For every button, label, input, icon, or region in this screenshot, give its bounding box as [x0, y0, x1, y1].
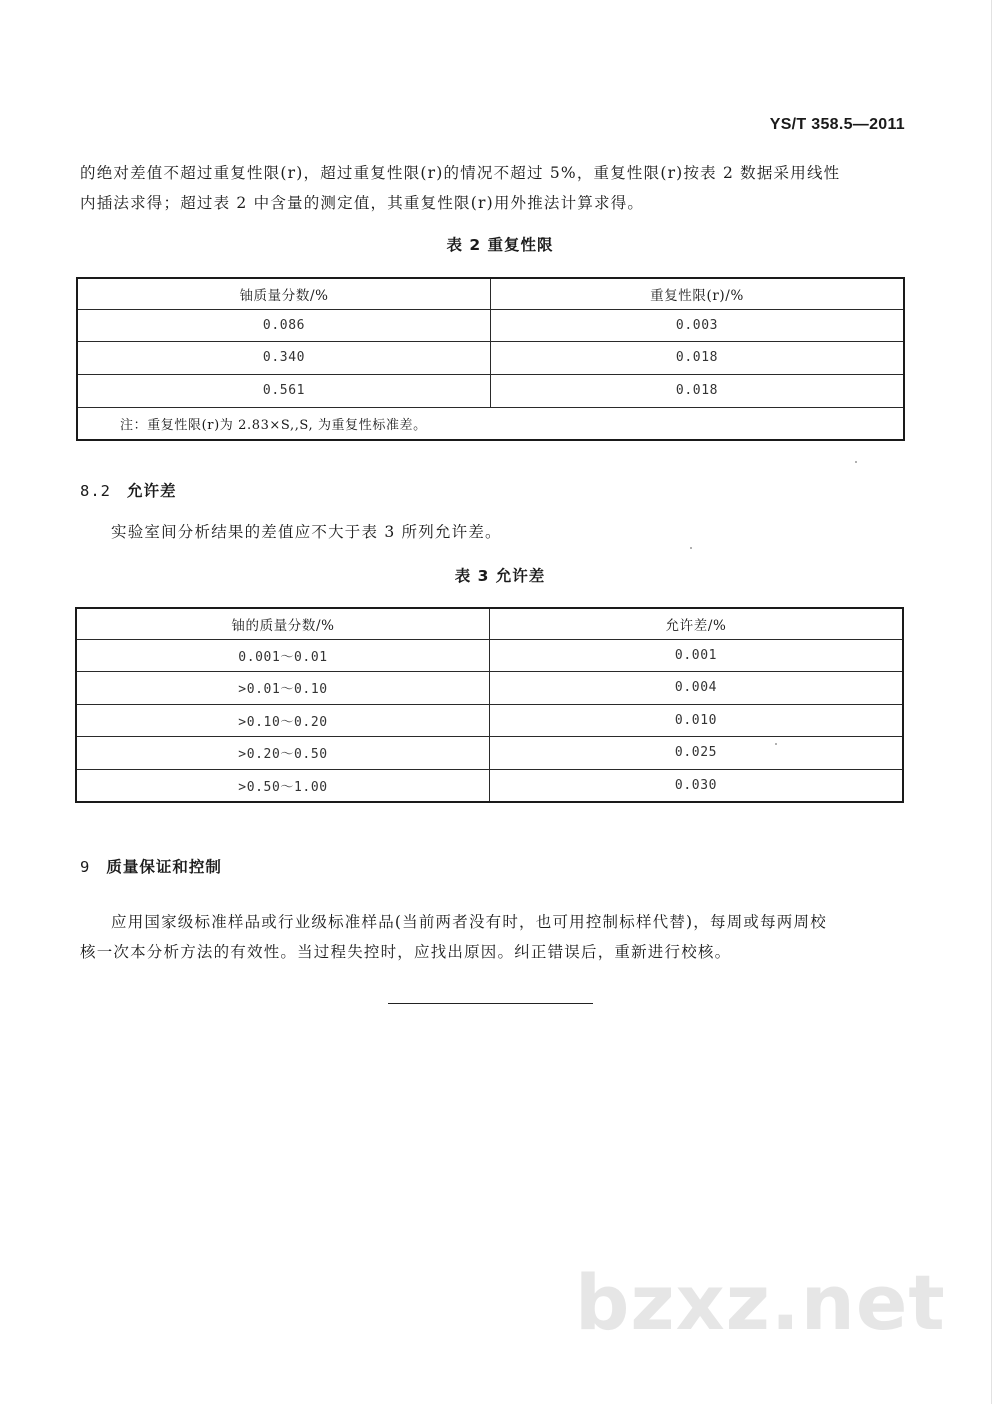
watermark: bzxz.net	[575, 1258, 946, 1347]
table3-cell: 0.025	[490, 736, 904, 769]
table-row	[76, 639, 903, 671]
table3-cell: 0.004	[490, 671, 904, 704]
table2-caption: 表 2 重复性限	[446, 236, 554, 254]
scan-speck	[855, 461, 857, 463]
table2-header-row	[77, 278, 904, 309]
table-row	[77, 309, 904, 341]
scan-speck	[775, 743, 777, 745]
table3-cell: >0.50～1.00	[76, 769, 490, 802]
table3-header-tolerance: 允许差/%	[490, 608, 904, 639]
section-9-line-1: 应用国家级标准样品或行业级标准样品(当前两者没有时，也可用控制标样代替)，每周或每两周校	[111, 913, 827, 931]
table3-cell: >0.20～0.50	[76, 736, 490, 769]
table2-cell: 0.086	[77, 309, 491, 341]
table2-header-uranium: 铀质量分数/%	[77, 278, 491, 309]
table-row	[77, 374, 904, 407]
section-8-2-heading	[80, 479, 177, 501]
end-rule	[388, 1003, 593, 1004]
table2-cell: 0.003	[491, 309, 905, 341]
intro-line-2: 内插法求得；超过表 2 中含量的测定值，其重复性限(r)用外推法计算求得。	[80, 194, 645, 212]
table2-note: 注：重复性限(r)为 2.83×S,,S, 为重复性标准差。	[77, 407, 904, 440]
table2-header-repeatability: 重复性限(r)/%	[491, 278, 905, 309]
document-code: YS/T 358.5—2011	[769, 116, 905, 133]
intro-line-1: 的绝对差值不超过重复性限(r)，超过重复性限(r)的情况不超过 5%，重复性限(r)按表 2 数据采用线性	[80, 164, 841, 182]
section-title: 质量保证和控制	[106, 858, 222, 876]
table-row	[76, 736, 903, 769]
table-row	[76, 704, 903, 736]
table2-cell: 0.018	[491, 341, 905, 374]
intro-paragraph	[80, 158, 908, 218]
table-row	[76, 769, 903, 802]
table2-repeatability	[76, 277, 905, 441]
table3-cell: >0.10～0.20	[76, 704, 490, 736]
section-8-2-text: 实验室间分析结果的差值应不大于表 3 所列允许差。	[111, 523, 502, 541]
table3-tolerance	[75, 607, 904, 803]
table-row	[76, 671, 903, 704]
section-title: 允许差	[127, 482, 177, 500]
page-edge	[991, 0, 992, 1404]
table2-cell: 0.018	[491, 374, 905, 407]
section-9-heading	[80, 855, 222, 877]
table3-cell: 0.010	[490, 704, 904, 736]
table3-cell: 0.001～0.01	[76, 639, 490, 671]
table2-cell: 0.340	[77, 341, 491, 374]
table3-caption: 表 3 允许差	[454, 567, 546, 585]
section-number: 9	[80, 858, 91, 876]
section-number: 8.2	[80, 482, 111, 500]
scan-speck	[690, 547, 692, 549]
table2-note-row	[77, 407, 904, 440]
section-9-line-2: 核一次本分析方法的有效性。当过程失控时，应找出原因。纠正错误后，重新进行校核。	[80, 943, 732, 961]
table3-header-uranium: 铀的质量分数/%	[76, 608, 490, 639]
table3-header-row	[76, 608, 903, 639]
table-row	[77, 341, 904, 374]
table3-cell: >0.01～0.10	[76, 671, 490, 704]
table2-cell: 0.561	[77, 374, 491, 407]
table3-cell: 0.030	[490, 769, 904, 802]
table3-cell: 0.001	[490, 639, 904, 671]
section-9-paragraph	[80, 907, 908, 967]
